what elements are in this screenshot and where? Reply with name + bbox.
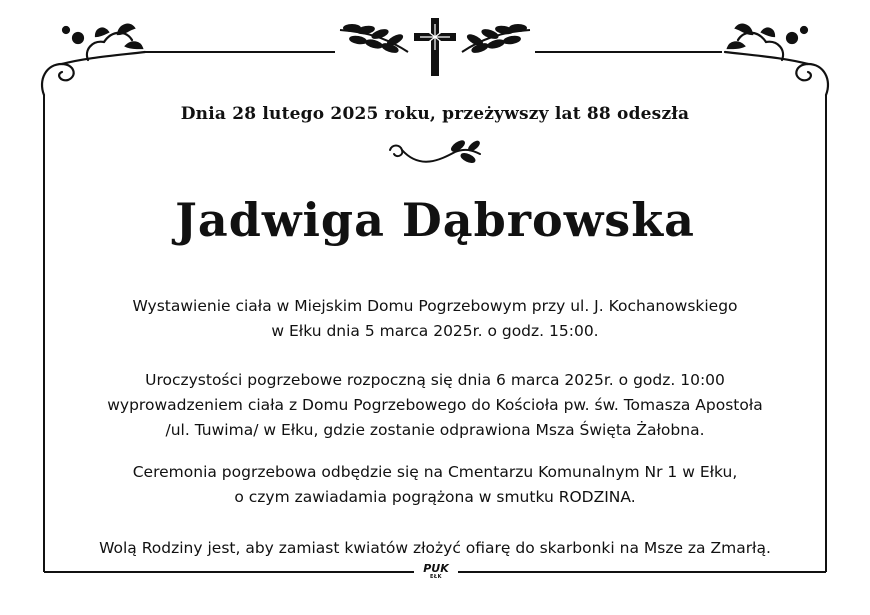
burial-line: Ceremonia pogrzebowa odbędzie się na Cmentarzu Komunalnym Nr 1 w Ełku, [132, 463, 738, 481]
ceremony-line: wyprowadzeniem ciała z Domu Pogrzebowego do Kościoła pw. św. Tomasza Apostoła [107, 396, 763, 414]
vine-ornament-icon [390, 140, 480, 164]
ceremony-line: Uroczystości pogrzebowe rozpoczną się dnia 6 marca 2025r. o godz. 10:00 [145, 371, 725, 389]
viewing-paragraph [0, 294, 870, 344]
cross-with-olive-branches-icon [340, 18, 530, 76]
burial-paragraph [0, 460, 870, 510]
burial-line: o czym zawiadamia pogrążona w smutku RODZINA. [234, 488, 636, 506]
notice-headline: Dnia 28 lutego 2025 roku, przeżywszy lat 88 odeszła [180, 104, 690, 124]
logo-main-text: PUK [423, 562, 449, 575]
floral-flourish-icon [42, 25, 145, 95]
floral-flourish-icon [725, 25, 828, 95]
ceremony-paragraph [0, 368, 870, 443]
family-request: Wolą Rodziny jest, aby zamiast kwiatów złożyć ofiarę do skarbonki na Msze za Zmarłą. [99, 539, 771, 557]
logo-sub-text: EŁK [429, 574, 442, 580]
puk-logo [420, 563, 452, 580]
viewing-line: w Ełku dnia 5 marca 2025r. o godz. 15:00. [271, 322, 599, 340]
ceremony-line: /ul. Tuwima/ w Ełku, gdzie zostanie odprawiona Msza Święta Żałobna. [165, 421, 705, 439]
viewing-line: Wystawienie ciała w Miejskim Domu Pogrzebowym przy ul. J. Kochanowskiego [132, 297, 738, 315]
deceased-name: Jadwiga Dąbrowska [175, 193, 695, 247]
